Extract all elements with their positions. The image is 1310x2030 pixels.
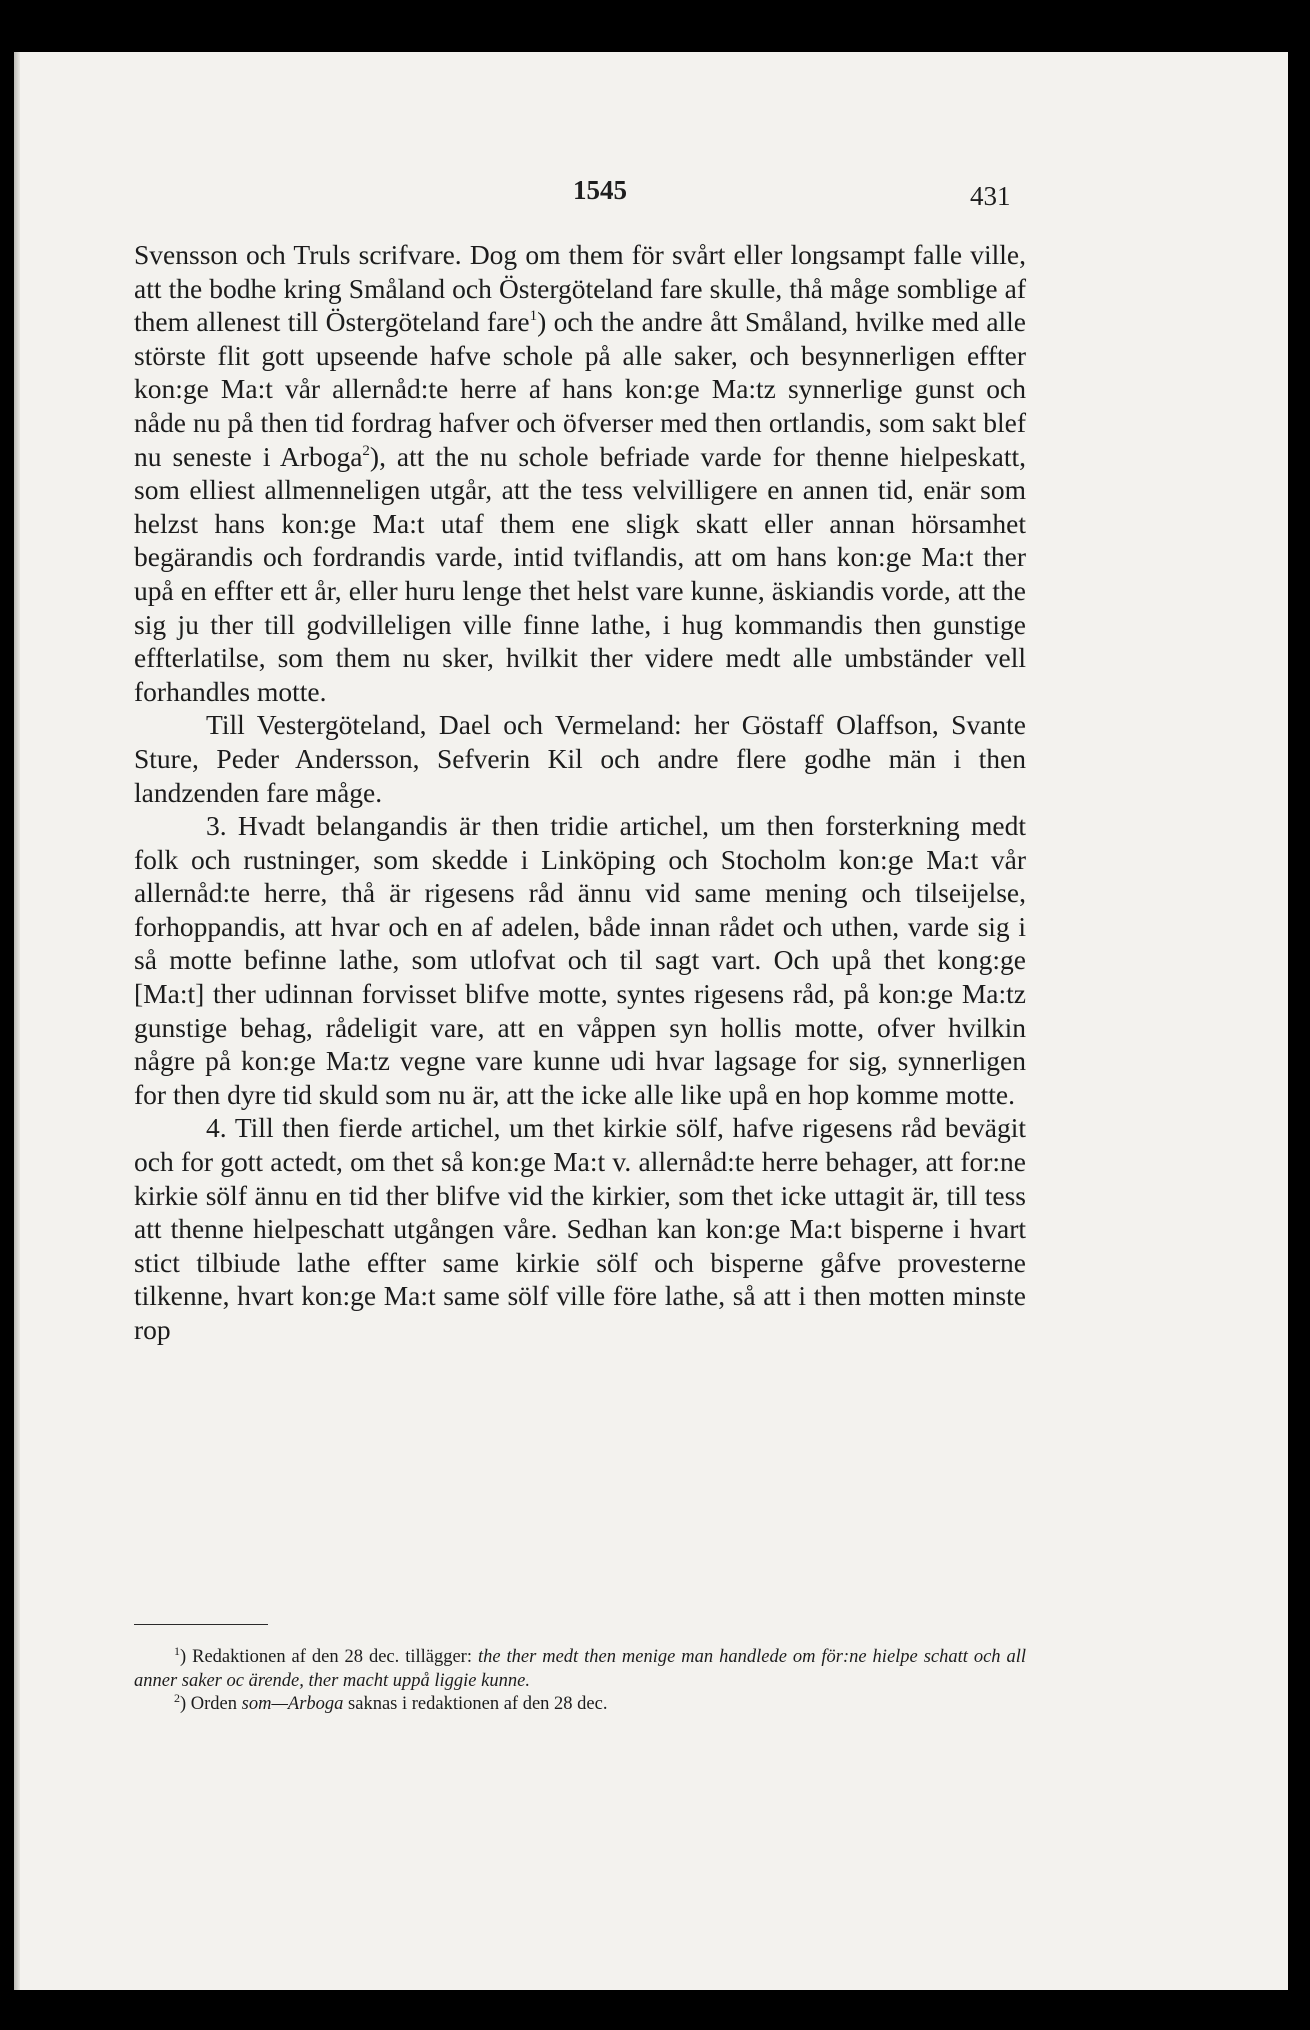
footnote-2 [134,1693,1026,1717]
paragraph-4: 4. Till then fierde artichel, um thet kirkie sölf, hafve rigesens råd bevägit och for gott actedt, om thet så kon:ge Ma:t v. allernåd:te herre behager, att for:ne kirkie sölf ännu en tid ther blifve vid the kirkier, som thet icke uttagit är, till tess att thenne hielpeschatt utgången våre. Sedhan kan kon:ge Ma:t bisperne i hvart stict tilbiude lathe effter same kirkie sölf och bisperne gåfve provesterne tilkenne, hvart kon:ge Ma:t same sölf ville före lathe, så att i then motten minste rop [134,1112,1026,1345]
footnote-2-lead: ) Orden [180,1694,242,1714]
footnote-1 [134,1646,1026,1693]
page-number: 431 [970,181,1011,211]
paragraph-1-text-a: Svensson och Truls scrifvare. Dog om them för svårt eller longsampt falle ville, att the bodhe kring Småland och Östergöteland fare skulle, thå måge somblige af them allenest till Östergöteland fare [134,239,1026,338]
running-header [0,175,1310,215]
footnote-ref-2: 2 [362,442,370,459]
header-year: 1545 [573,175,627,205]
footnotes [134,1646,1026,1717]
paragraph-1-text-b: ) och the andre ått Småland, hvilke med alle störste flit gott upseende hafve schole på alle saker, och besynnerligen effter kon:ge Ma:t vår allernåd:te herre af hans kon:ge Ma:tz synnerlige gunst och nåde nu på then tid fordrag hafver och öfverser med then ortlandis, som sakt blef nu seneste i Arboga [134,306,1027,472]
footnote-1-mark: 1 [174,1644,180,1658]
footnote-2-mark: 2 [174,1691,180,1705]
main-text [134,238,1026,1347]
footnote-1-lead: ) Redaktionen af den 28 dec. tillägger: [180,1647,478,1667]
page-gutter-shadow [14,52,20,1990]
footnote-ref-1: 1 [529,308,538,325]
paragraph-1-text-c: ), att the nu schole befriade varde for thenne hielpeskatt, som elliest allmenneligen utgår, att the tess velvilligere en annen tid, enär som helzst hans kon:ge Ma:t utaf them ene sligk skatt eller annan hörsamhet begärandis och fordrandis varde, intid tviflandis, att om hans kon:ge Ma:t ther upå en effter ett år, eller huru lenge thet helst vare kunne, äskiandis vorde, att the sig ju ther till godvilleligen ville finne lathe, i hug kommandis then gunstige effterlatilse, som them nu sker, hvilkit ther videre medt alle umbständer vell forhandles motte. [134,440,1026,707]
footnote-separator [134,1624,268,1625]
footnote-2-quote: som—Arboga [241,1694,344,1714]
paragraph-2: Till Vestergöteland, Dael och Vermeland: her Göstaff Olaffson, Svante Sture, Peder Andersson, Sefverin Kil och andre flere godhe män i then landzenden fare måge. [134,709,1026,808]
footnote-2-tail: saknas i redaktionen af den 28 dec. [343,1694,608,1714]
paragraph-3: 3. Hvadt belangandis är then tridie artichel, um then forsterkning medt folk och rustninger, som skedde i Linköping och Stocholm kon:ge Ma:t vår allernåd:te herre, thå är rigesens råd ännu vid same mening och tilseijelse, forhoppandis, att hvar och en af adelen, både innan rådet och uthen, varde sig i så motte befinne lathe, som utlofvat och til sagt vart. Och upå thet kong:ge [Ma:t] ther udinnan forvisset blifve motte, syntes rigesens råd, på kon:ge Ma:tz gunstige behag, rådeligit vare, att en våppen syn hollis motte, ofver hvilkin någre på kon:ge Ma:tz vegne vare kunne udi hvar lagsage for sig, synnerligen for then dyre tid skuld som nu är, att the icke alle like upå en hop komme motte. [134,810,1026,1110]
paragraph-1 [134,238,1026,708]
footnote-1-quote: the ther medt then menige man handlede om för:ne hielpe schatt och all anner saker oc ärende, ther macht uppå liggie kunne. [134,1647,1027,1691]
